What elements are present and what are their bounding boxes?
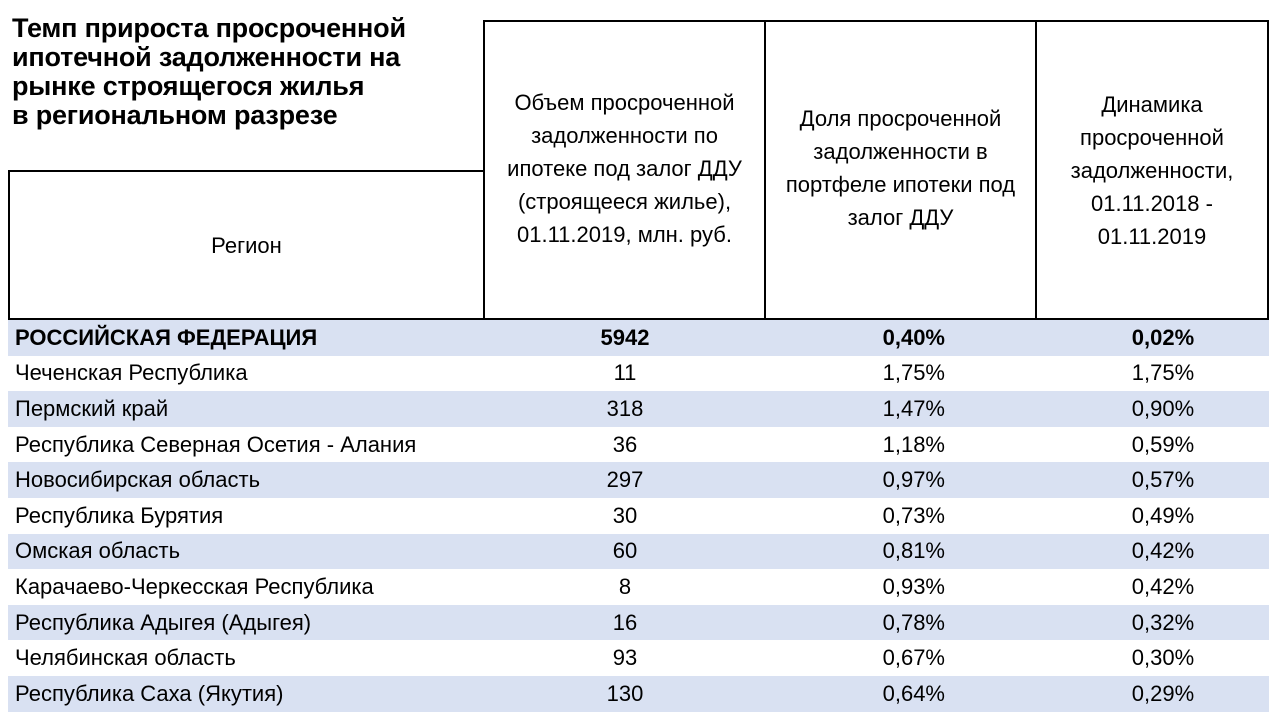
table-row: [8, 427, 1269, 463]
row-share: 0,97%: [882, 467, 945, 493]
row-share: 0,67%: [882, 645, 945, 671]
row-volume: 60: [612, 538, 638, 564]
header-region: [10, 172, 483, 318]
row-dynamics: 0,30%: [1131, 645, 1195, 671]
row-share: 0,93%: [882, 573, 945, 599]
row-dynamics: 0,57%: [1131, 467, 1195, 493]
header-volume-line: 01.11.2019, млн. руб.: [517, 221, 732, 247]
row-volume: 36: [612, 431, 638, 457]
row-dynamics: 0,29%: [1131, 680, 1195, 706]
table-right-border: [1267, 20, 1269, 320]
header-volume: [485, 78, 764, 258]
header-dynamics-line: просроченной: [1080, 124, 1224, 150]
row-dynamics: 0,42%: [1131, 538, 1195, 564]
row-region: Республика Северная Осетия - Алания: [15, 431, 417, 457]
header-share-line: залог ДДУ: [847, 205, 954, 230]
header-volume-line: Объем просроченной: [514, 89, 735, 115]
header-volume-line: ипотеке под залог ДДУ: [507, 155, 742, 181]
table-row: [8, 640, 1269, 676]
row-volume: 16: [612, 609, 638, 635]
table-row: [8, 498, 1269, 534]
row-region: Карачаево-Черкесская Республика: [15, 573, 374, 599]
table-row: [8, 391, 1269, 427]
row-region: Республика Бурятия: [15, 502, 224, 528]
row-region: Омская область: [15, 538, 181, 564]
table-row: [8, 605, 1269, 641]
row-volume: 130: [606, 680, 644, 706]
page-title: [12, 14, 472, 130]
row-dynamics: 0,49%: [1131, 502, 1195, 528]
row-dynamics: 0,02%: [1131, 324, 1195, 350]
row-volume: 318: [606, 395, 644, 421]
row-share: 0,40%: [882, 324, 945, 350]
header-dynamics-line: задолженности,: [1070, 157, 1234, 183]
row-share: 0,73%: [882, 502, 945, 528]
row-share: 0,81%: [882, 538, 945, 564]
table-row: [8, 534, 1269, 570]
row-dynamics: 0,42%: [1131, 573, 1195, 599]
header-dynamics: [1037, 80, 1267, 260]
title-line: в региональном разрезе: [12, 100, 338, 130]
row-share: 0,64%: [882, 680, 945, 706]
row-volume: 11: [613, 360, 637, 386]
row-volume: 30: [612, 502, 638, 528]
row-region: Пермский край: [15, 395, 169, 421]
header-share-line: задолженности в: [813, 139, 988, 164]
row-volume: 297: [606, 467, 644, 493]
row-share: 1,18%: [882, 431, 945, 457]
row-dynamics: 0,32%: [1131, 609, 1195, 635]
table-row: [8, 462, 1269, 498]
row-region: Республика Адыгея (Адыгея): [15, 609, 312, 635]
row-volume: 93: [612, 645, 638, 671]
header-share-line: портфеле ипотеки под: [785, 172, 1016, 197]
title-line: ипотечной задолженности на: [12, 42, 401, 72]
row-share: 1,75%: [882, 360, 945, 386]
row-dynamics: 0,90%: [1131, 395, 1195, 421]
table-row: [8, 356, 1269, 392]
row-region: Республика Саха (Якутия): [15, 680, 284, 706]
row-volume: 5942: [600, 324, 650, 350]
row-region: Новосибирская область: [15, 467, 261, 493]
header-dynamics-line: 01.11.2019: [1097, 223, 1207, 249]
row-region: РОССИЙСКАЯ ФЕДЕРАЦИЯ: [15, 324, 318, 350]
header-volume-line: (строящееся жилье),: [517, 188, 732, 214]
table-body: [8, 320, 1269, 712]
header-top-border: [483, 20, 1269, 22]
header-volume-line: задолженности по: [531, 122, 718, 148]
header-dynamics-line: 01.11.2018 -: [1091, 190, 1213, 216]
header-share: [766, 96, 1035, 240]
table-row: [8, 569, 1269, 605]
table-row-total: [8, 320, 1269, 356]
title-line: рынке строящегося жилья: [12, 71, 365, 101]
row-volume: 8: [618, 573, 632, 599]
header-dynamics-line: Динамика: [1101, 91, 1203, 117]
title-line: Темп прироста просроченной: [12, 13, 406, 43]
row-share: 0,78%: [882, 609, 945, 635]
row-dynamics: 1,75%: [1131, 360, 1195, 386]
row-region: Чеченская Республика: [15, 360, 248, 386]
table-row: [8, 676, 1269, 712]
header-region-label: Регион: [211, 232, 282, 258]
row-region: Челябинская область: [15, 645, 236, 671]
row-dynamics: 0,59%: [1131, 431, 1195, 457]
row-share: 1,47%: [882, 395, 945, 421]
header-share-line: Доля просроченной: [799, 106, 1002, 131]
